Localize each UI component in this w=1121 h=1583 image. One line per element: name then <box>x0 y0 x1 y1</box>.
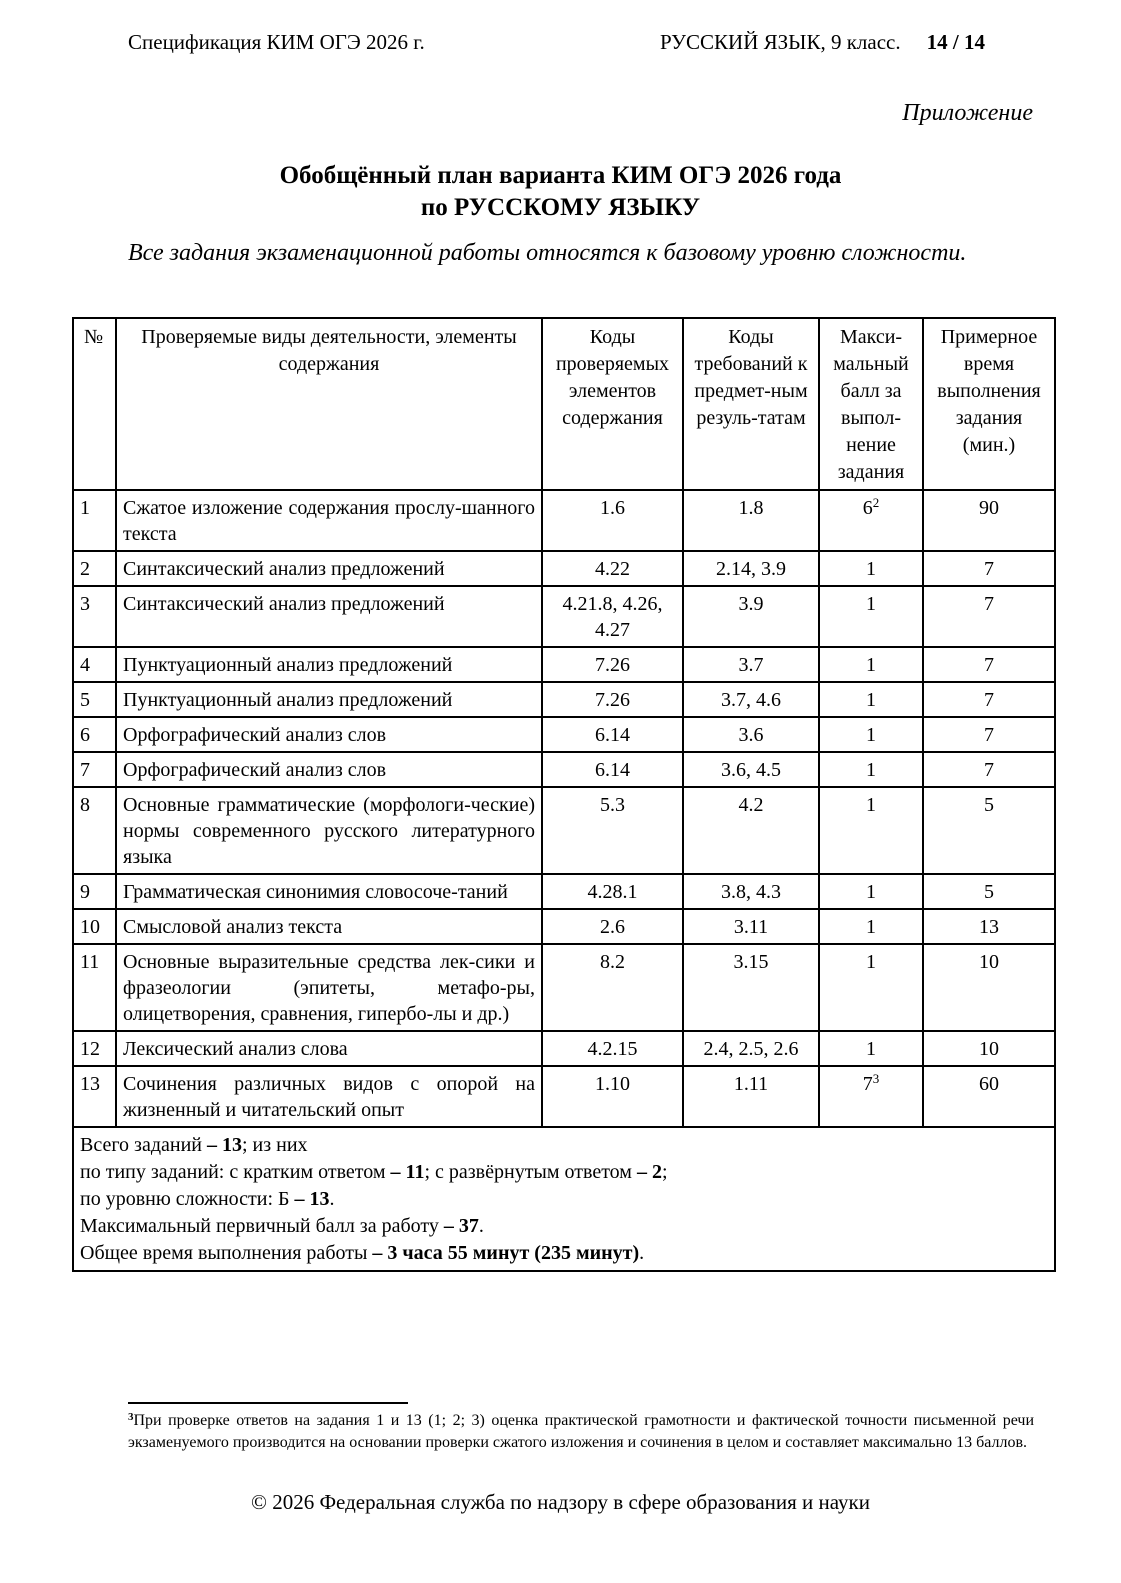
summary-level-value: – 13 <box>294 1188 330 1210</box>
task-activity <box>116 551 542 586</box>
task-activity <box>116 490 542 551</box>
task-activity <box>116 752 542 787</box>
task-number-value: 6 <box>80 724 90 746</box>
task-time-value: 90 <box>979 497 999 519</box>
task-time-value: 13 <box>979 916 999 938</box>
task-content-codes <box>542 586 683 647</box>
task-time-value: 7 <box>984 654 994 676</box>
task-requirement-codes <box>683 1031 819 1066</box>
task-requirement-codes <box>683 551 819 586</box>
task-time-value: 10 <box>979 951 999 973</box>
summary-time-suffix: . <box>639 1242 645 1264</box>
task-time <box>923 1066 1055 1127</box>
task-number-value: 3 <box>80 593 90 615</box>
task-activity <box>116 874 542 909</box>
task-time-value: 7 <box>984 689 994 711</box>
task-requirement-codes <box>683 586 819 647</box>
task-number <box>73 586 116 647</box>
task-requirement-codes-value: 3.15 <box>733 951 769 973</box>
page-title-line-1: Обобщённый план варианта КИМ ОГЭ 2026 года <box>279 162 842 189</box>
header-content-codes: Коды проверяемых элементов содержания <box>542 318 683 490</box>
header-max-score: Макси-мальный балл за выпол-нение задания <box>819 318 923 490</box>
footnote-reference: 3 <box>872 1071 880 1086</box>
task-content-codes <box>542 752 683 787</box>
task-content-codes <box>542 647 683 682</box>
task-max-score <box>819 1031 923 1066</box>
summary-row <box>73 1127 1055 1271</box>
task-time-value: 7 <box>984 593 994 615</box>
task-activity <box>116 647 542 682</box>
task-time-value: 10 <box>979 1038 999 1060</box>
task-requirement-codes-value: 3.8, 4.3 <box>721 881 781 903</box>
header-time: Примерное время выполнения задания (мин.) <box>923 318 1055 490</box>
task-activity-value: Смысловой анализ текста <box>123 916 343 938</box>
header-subject <box>660 30 985 55</box>
task-max-score <box>819 717 923 752</box>
footnote-marker: 3 <box>128 1411 134 1423</box>
task-number-value: 13 <box>80 1073 100 1095</box>
task-requirement-codes <box>683 944 819 1031</box>
footnote-reference: 2 <box>872 495 880 510</box>
task-max-score <box>819 787 923 874</box>
summary-time-value: – 3 часа 55 минут (235 минут) <box>372 1242 640 1264</box>
summary-by-type <box>80 1159 1048 1186</box>
footnote-text: При проверке ответов на задания 1 и 13 (1; 2; 3) оценка практической грамотности и фактической точности письменной речи экзаменуемого производится на основании проверки сжатого изложения и сочинения в целом и составляет максимально 13 баллов. <box>128 1412 1034 1451</box>
table-row <box>73 586 1055 647</box>
task-time-value: 7 <box>984 558 994 580</box>
task-max-score <box>819 551 923 586</box>
page-title-line-2: по РУССКОМУ ЯЗЫКУ <box>420 194 701 221</box>
task-number <box>73 717 116 752</box>
page-title <box>0 160 1121 224</box>
task-time <box>923 787 1055 874</box>
copyright-notice: © 2026 Федеральная служба по надзору в сфере образования и науки <box>251 1490 870 1514</box>
task-activity <box>116 717 542 752</box>
task-number-value: 12 <box>80 1038 100 1060</box>
task-time <box>923 551 1055 586</box>
task-content-codes <box>542 490 683 551</box>
task-content-codes-value: 1.6 <box>600 497 625 519</box>
summary-level-suffix: . <box>329 1188 335 1210</box>
task-time <box>923 682 1055 717</box>
task-requirement-codes <box>683 1066 819 1127</box>
task-activity-value: Орфографический анализ слов <box>123 759 387 781</box>
task-activity <box>116 586 542 647</box>
task-max-score-value: 1 <box>866 794 876 816</box>
summary-max-score <box>80 1213 1048 1240</box>
task-content-codes <box>542 682 683 717</box>
task-time <box>923 874 1055 909</box>
task-number-value: 10 <box>80 916 100 938</box>
task-requirement-codes-value: 3.6, 4.5 <box>721 759 781 781</box>
task-max-score <box>819 874 923 909</box>
task-number <box>73 490 116 551</box>
task-content-codes-value: 4.21.8, 4.26, 4.27 <box>562 593 663 641</box>
task-max-score-value: 1 <box>866 759 876 781</box>
task-requirement-codes-value: 3.7, 4.6 <box>721 689 781 711</box>
intro-note: Все задания экзаменационной работы относятся к базовому уровню сложности. <box>128 240 967 266</box>
task-number-value: 11 <box>80 951 100 973</box>
summary-by-level <box>80 1186 1048 1213</box>
summary-total <box>80 1132 1048 1159</box>
task-requirement-codes-value: 4.2 <box>738 794 764 816</box>
table-row <box>73 682 1055 717</box>
task-max-score-value: 1 <box>866 916 876 938</box>
task-number <box>73 752 116 787</box>
task-time <box>923 944 1055 1031</box>
header-num: № <box>73 318 116 490</box>
task-max-score-value: 1 <box>866 558 876 580</box>
header-subject-text: РУССКИЙ ЯЗЫК, 9 класс. <box>660 30 901 54</box>
summary-level-label: по уровню сложности: Б <box>80 1188 295 1210</box>
task-activity-value: Пунктуационный анализ предложений <box>123 689 453 711</box>
task-requirement-codes <box>683 909 819 944</box>
appendix-label: Приложение <box>902 100 1033 126</box>
header-spec-title: Спецификация КИМ ОГЭ 2026 г. <box>128 30 425 54</box>
task-requirement-codes-value: 1.8 <box>738 497 764 519</box>
task-requirement-codes-value: 1.11 <box>733 1073 769 1095</box>
page-number: 14 / 14 <box>926 30 985 54</box>
task-max-score <box>819 909 923 944</box>
task-number <box>73 874 116 909</box>
task-requirement-codes-value: 3.6 <box>738 724 764 746</box>
task-activity <box>116 944 542 1031</box>
table-row <box>73 787 1055 874</box>
summary-total-label: Всего заданий <box>80 1134 207 1156</box>
task-content-codes-value: 7.26 <box>595 689 630 711</box>
task-content-codes-value: 6.14 <box>595 724 630 746</box>
table-row <box>73 490 1055 551</box>
task-time <box>923 647 1055 682</box>
task-time-value: 7 <box>984 724 994 746</box>
task-max-score <box>819 944 923 1031</box>
summary-type-label: по типу заданий: с кратким ответом <box>80 1161 391 1183</box>
task-max-score-value: 6 <box>862 497 873 519</box>
task-time <box>923 717 1055 752</box>
task-content-codes-value: 4.2.15 <box>587 1038 638 1060</box>
task-requirement-codes <box>683 874 819 909</box>
task-activity-value: Грамматическая синонимия словосоче-таний <box>123 881 508 903</box>
summary-total-time <box>80 1240 1048 1267</box>
task-time <box>923 752 1055 787</box>
task-max-score-value: 7 <box>862 1073 873 1095</box>
task-number-value: 2 <box>80 558 90 580</box>
summary-type-short-value: – 11 <box>390 1161 425 1183</box>
task-number-value: 9 <box>80 881 90 903</box>
table-row <box>73 1031 1055 1066</box>
task-number <box>73 551 116 586</box>
task-content-codes <box>542 1031 683 1066</box>
task-content-codes <box>542 717 683 752</box>
task-content-codes <box>542 874 683 909</box>
table-row <box>73 551 1055 586</box>
task-number <box>73 682 116 717</box>
task-activity <box>116 1031 542 1066</box>
footnote <box>128 1410 1034 1454</box>
summary-max-suffix: . <box>478 1215 484 1237</box>
task-content-codes <box>542 551 683 586</box>
task-time <box>923 909 1055 944</box>
task-number <box>73 944 116 1031</box>
summary-type-suffix: ; <box>661 1161 668 1183</box>
task-requirement-codes <box>683 717 819 752</box>
task-activity-value: Основные выразительные средства лек-сики и фразеологии (эпитеты, метафо-ры, олицетворения, сравнения, гипербо-лы и др.) <box>123 951 535 1025</box>
task-number <box>73 647 116 682</box>
table-row <box>73 1066 1055 1127</box>
task-number <box>73 1066 116 1127</box>
table-row <box>73 647 1055 682</box>
task-number-value: 7 <box>80 759 90 781</box>
summary-type-long-value: – 2 <box>636 1161 662 1183</box>
task-max-score <box>819 647 923 682</box>
task-requirement-codes <box>683 682 819 717</box>
task-requirement-codes-value: 2.4, 2.5, 2.6 <box>703 1038 799 1060</box>
header-requirement-codes: Коды требований к предмет-ным резуль-татам <box>683 318 819 490</box>
task-activity <box>116 909 542 944</box>
task-activity-value: Сочинения различных видов с опорой на жизненный и читательский опыт <box>123 1073 535 1121</box>
task-number-value: 5 <box>80 689 90 711</box>
task-content-codes-value: 6.14 <box>595 759 630 781</box>
task-requirement-codes <box>683 647 819 682</box>
summary-cell <box>73 1127 1055 1271</box>
task-content-codes <box>542 944 683 1031</box>
task-activity <box>116 787 542 874</box>
header-activity: Проверяемые виды деятельности, элементы содержания <box>116 318 542 490</box>
task-content-codes-value: 1.10 <box>595 1073 630 1095</box>
task-content-codes <box>542 1066 683 1127</box>
task-number-value: 1 <box>80 497 90 519</box>
table-row <box>73 944 1055 1031</box>
table-header-row <box>73 318 1055 490</box>
task-max-score-value: 1 <box>866 724 876 746</box>
table-row <box>73 752 1055 787</box>
task-content-codes-value: 8.2 <box>600 951 625 973</box>
summary-total-suffix: ; из них <box>241 1134 308 1156</box>
task-activity <box>116 682 542 717</box>
task-activity-value: Синтаксический анализ предложений <box>123 593 445 615</box>
task-time <box>923 586 1055 647</box>
task-max-score <box>819 586 923 647</box>
footnote-divider <box>128 1402 408 1404</box>
task-time-value: 60 <box>979 1073 999 1095</box>
task-time <box>923 490 1055 551</box>
task-content-codes-value: 4.28.1 <box>587 881 638 903</box>
task-requirement-codes <box>683 490 819 551</box>
task-content-codes <box>542 909 683 944</box>
table-row <box>73 874 1055 909</box>
task-number <box>73 1031 116 1066</box>
summary-max-value: – 37 <box>443 1215 479 1237</box>
task-content-codes-value: 4.22 <box>595 558 630 580</box>
task-max-score <box>819 490 923 551</box>
task-requirement-codes-value: 2.14, 3.9 <box>716 558 786 580</box>
task-time-value: 5 <box>984 881 994 903</box>
summary-max-label: Максимальный первичный балл за работу <box>80 1215 444 1237</box>
summary-total-value: – 13 <box>206 1134 242 1156</box>
task-activity-value: Основные грамматические (морфологи-ческие) нормы современного русского литературного языка <box>123 794 535 868</box>
task-activity-value: Орфографический анализ слов <box>123 724 387 746</box>
task-max-score-value: 1 <box>866 689 876 711</box>
task-activity-value: Сжатое изложение содержания прослу-шанного текста <box>123 497 535 545</box>
task-activity <box>116 1066 542 1127</box>
summary-time-label: Общее время выполнения работы <box>80 1242 373 1264</box>
task-requirement-codes <box>683 787 819 874</box>
task-max-score-value: 1 <box>866 1038 876 1060</box>
task-number <box>73 909 116 944</box>
task-number <box>73 787 116 874</box>
task-content-codes-value: 7.26 <box>595 654 630 676</box>
task-time <box>923 1031 1055 1066</box>
summary-type-mid-label: ; с развёрнутым ответом <box>424 1161 637 1183</box>
plan-table <box>72 317 1056 1272</box>
task-number-value: 4 <box>80 654 90 676</box>
task-number-value: 8 <box>80 794 90 816</box>
task-content-codes-value: 5.3 <box>600 794 625 816</box>
table-row <box>73 717 1055 752</box>
task-time-value: 7 <box>984 759 994 781</box>
table-row <box>73 909 1055 944</box>
task-activity-value: Лексический анализ слова <box>123 1038 348 1060</box>
task-requirement-codes-value: 3.11 <box>733 916 769 938</box>
task-content-codes-value: 2.6 <box>600 916 625 938</box>
task-activity-value: Синтаксический анализ предложений <box>123 558 445 580</box>
task-requirement-codes-value: 3.7 <box>738 654 764 676</box>
task-max-score <box>819 1066 923 1127</box>
task-requirement-codes <box>683 752 819 787</box>
task-activity-value: Пунктуационный анализ предложений <box>123 654 453 676</box>
task-max-score-value: 1 <box>866 593 876 615</box>
task-max-score-value: 1 <box>866 951 876 973</box>
task-requirement-codes-value: 3.9 <box>738 593 764 615</box>
task-max-score <box>819 752 923 787</box>
task-max-score-value: 1 <box>866 654 876 676</box>
task-max-score <box>819 682 923 717</box>
task-time-value: 5 <box>984 794 994 816</box>
task-content-codes <box>542 787 683 874</box>
task-max-score-value: 1 <box>866 881 876 903</box>
